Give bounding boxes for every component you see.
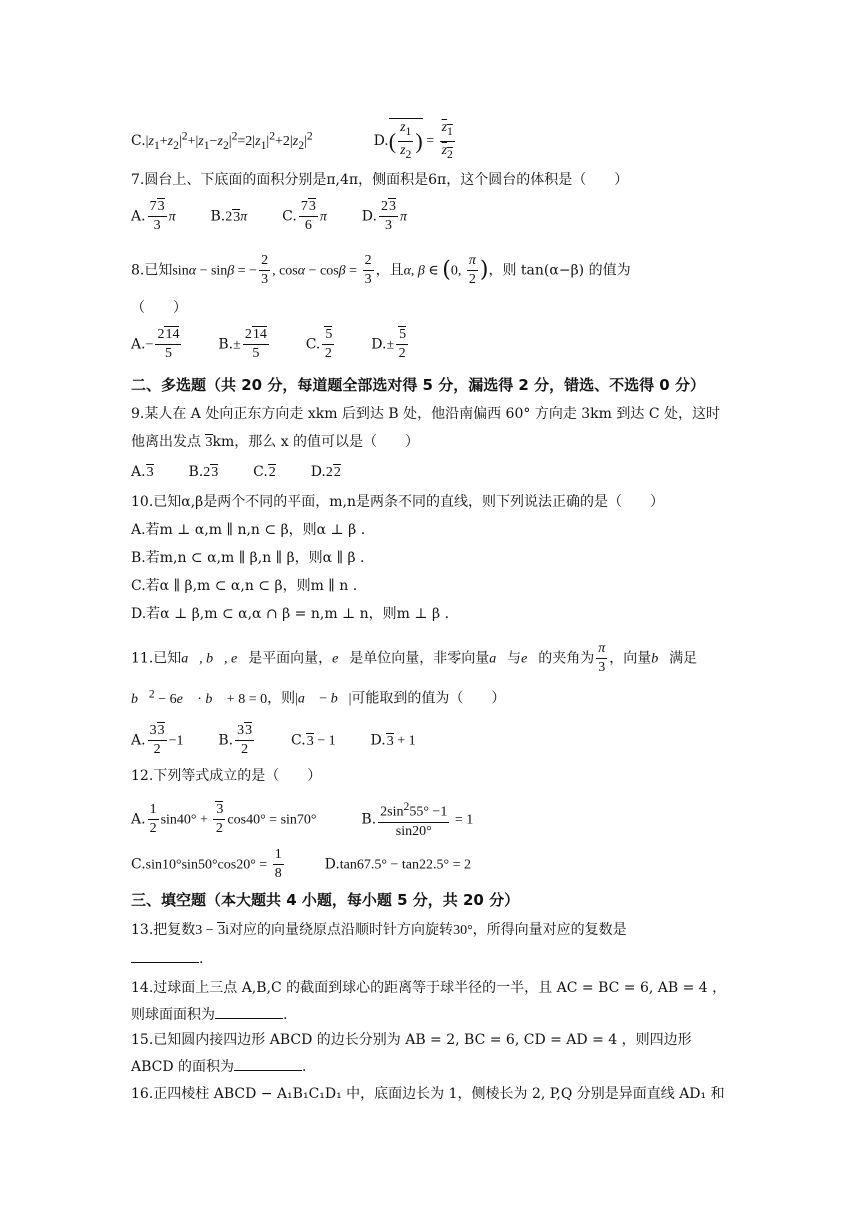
q11-line2: b⃗$^2$ − 6e⃗ · b⃗ + 8 = 0，则|a⃗ − b⃗|可能取到的值为（ ） [131,687,506,707]
q12-stem: 12.下列等式成立的是（ ） [131,768,322,784]
q11-line1: 11.已知a⃗, b⃗, e⃗是平面向量，e⃗是单位向量，非零向量a⃗与e⃗的夹角为 $\frac{\pi}{3}$ ，向量b⃗满足 [131,641,698,675]
q6-option-c-label: C. [131,132,146,149]
section-3-title: 三、填空题（本大题共 4 小题，每小题 5 分，共 20 分） [131,891,520,909]
q9-options: A.3 B.23 C.2 D.22 [131,464,341,480]
q6-option-d-formula: ( $\frac{z_1}{z_2}$ ) = $\frac{z_1}{z_2}$ [389,118,457,164]
q12-options-ab: A. $\frac{1}{2}$ sin40° + $\frac{3}{2}$ cos40° = sin70° B. $\frac{2\sin^255^\circ -1}{\sin 20^\circ}$ = 1 [131,800,474,839]
q10-option-d: D.若α ⊥ β,m ⊂ α,α ∩ β = n,m ⊥ n，则m ⊥ β . [131,606,450,622]
q12-options-cd: C.sin10°sin50°cos20° = $\frac{1}{8}$ D.tan67.5° − tan22.5° = 2 [131,847,471,881]
q9-line2: 他离出发点 3km，那么 x 的值可以是（ ） [131,434,420,450]
q8-options: A.− $\frac{214}{5}$ B.± $\frac{214}{5}$ C. $\frac{5}{2}$ D.± $\frac{5}{2}$ [131,327,407,361]
q7-stem: 7.圆台上、下底面的面积分别是π,4π，侧面积是6π，这个圆台的体积是（ ） [131,172,629,188]
q11-options: A. $\frac{33}{2}$ −1 B. $\frac{33}{2}$ C.3 − 1 D.3 + 1 [131,723,416,757]
q6-option-c-formula: $|z_1+z_2|^2+|z_1-z_2|^2=2|z_1|^2+2|z_2|^2$ [145,129,313,152]
q15-line2: ABCD 的面积为 . [131,1056,307,1077]
q13-line1: 13.把复数3 − 3i对应的向量绕原点沿顺时针方向旋转30°，所得向量对应的复数是 [131,922,627,938]
q10-option-c: C.若α ∥ β,m ⊂ α,n ⊂ β，则m ∥ n . [131,578,358,594]
q8-stem: 8.已知sinα − sinβ = − $\frac{2}{3}$ , cosα − cosβ = $\frac{2}{3}$ ，且α, β ∈ (0, $\frac{\pi}{2}$ )，则 tan(α−β) 的值为 [131,253,631,287]
q15-line1: 15.已知圆内接四边形 ABCD 的边长分别为 AB = 2, BC = 6, CD = AD = 4 ，则四边形 [131,1032,692,1048]
q6-option-d-label: D. [373,132,389,149]
q7-options: A. $\frac{73}{3}$ π B.23π C. $\frac{73}{6}$ π D. $\frac{23}{3}$ π [131,199,407,233]
q9-line1: 9.某人在 A 处向正东方向走 xkm 后到达 B 处，他沿南偏西 60° 方向走 3km 到达 C 处，这时 [131,406,721,422]
q15-answer-blank[interactable] [234,1056,302,1071]
section-2-title: 二、多选题（共 20 分，每道题全部选对得 5 分，漏选得 2 分，错选、不选得 0 分） [131,376,705,394]
q14-line2: 则球面面积为 . [131,1004,287,1025]
q14-line1: 14.过球面上三点 A,B,C 的截面到球心的距离等于球半径的一半，且 AC = BC = 6, AB = 4 ， [131,980,727,996]
q14-answer-blank[interactable] [215,1004,283,1019]
q13-line2: . [131,948,203,969]
q10-option-a: A.若m ⊥ α,m ∥ n,n ⊂ β，则α ⊥ β . [131,522,366,538]
q13-answer-blank[interactable] [131,948,199,963]
q10-option-b: B.若m,n ⊂ α,m ∥ β,n ∥ β，则α ∥ β . [131,550,365,566]
q8-paren: （ ） [131,300,187,316]
q6-options [131,118,457,164]
q10-stem: 10.已知α,β是两个不同的平面，m,n是两条不同的直线，则下列说法正确的是（ ） [131,494,665,510]
q16-line1: 16.正四棱柱 ABCD − A₁B₁C₁D₁ 中，底面边长为 1，侧棱长为 2, P,Q 分别是异面直线 AD₁ 和 [131,1086,725,1102]
